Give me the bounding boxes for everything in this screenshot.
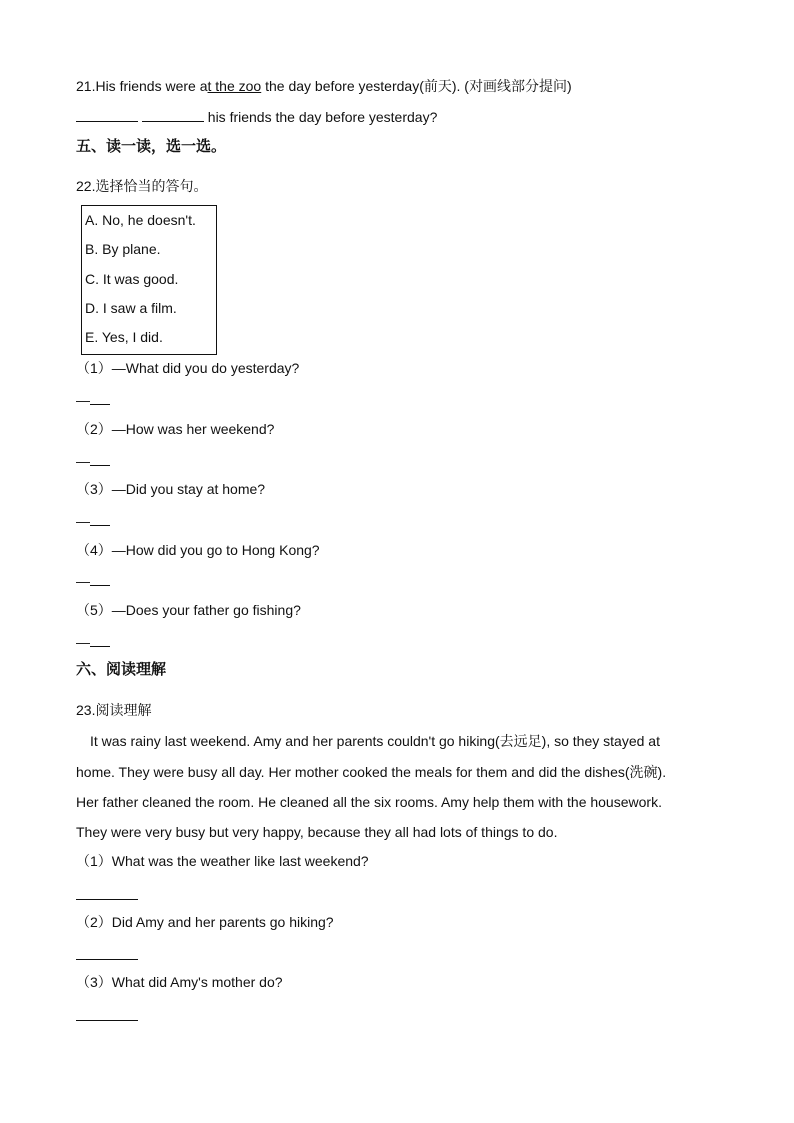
passage-line-1: It was rainy last weekend. Amy and her parents couldn't go hiking(去远足), so they stayed at (90, 733, 660, 749)
q22-question-5: （5）—Does your father go fishing? (76, 602, 301, 618)
answer-dash: — (76, 392, 90, 408)
q23-answer-1 (76, 886, 138, 903)
q21-question (76, 77, 572, 95)
answer-blank[interactable] (76, 946, 138, 960)
answer-dash: — (76, 453, 90, 469)
option-b: B. By plane. (85, 241, 161, 257)
q23-title: 23.阅读理解 (76, 702, 152, 718)
q21-answer-line (76, 108, 437, 126)
option-e: E. Yes, I did. (85, 329, 163, 345)
section5-heading: 五、读一读，选一选。 (76, 138, 227, 155)
q22-answer-2 (76, 452, 110, 470)
q22-question-2: （2）—How was her weekend? (76, 421, 275, 437)
section6-heading: 六、阅读理解 (76, 661, 167, 678)
q21-underlined-part: t the zoo (207, 78, 262, 94)
q22-question-4: （4）—How did you go to Hong Kong? (76, 542, 320, 558)
passage-line-2: home. They were busy all day. Her mother cooked the meals for them and did the dishes(洗碗). (76, 764, 667, 780)
q23-answer-2 (76, 946, 138, 963)
option-d: D. I saw a film. (85, 300, 177, 316)
q21-answer-suffix: his friends the day before yesterday? (203, 109, 438, 125)
answer-blank[interactable] (76, 886, 138, 900)
answer-blank[interactable] (90, 391, 110, 405)
answer-blank[interactable] (76, 1007, 138, 1021)
q21-blank-2[interactable] (142, 108, 204, 122)
q23-question-3: （3）What did Amy's mother do? (76, 974, 283, 990)
q21-blank-1[interactable] (76, 108, 138, 122)
q22-question-3: （3）—Did you stay at home? (76, 481, 266, 497)
passage-line-4: They were very busy but very happy, because they all had lots of things to do. (76, 824, 558, 840)
q21-prefix: 21.His friends were a (76, 78, 208, 94)
answer-dash: — (76, 513, 90, 529)
answer-blank[interactable] (90, 633, 110, 647)
q22-title: 22.选择恰当的答句。 (76, 178, 208, 194)
q23-answer-3 (76, 1007, 138, 1024)
answer-dash: — (76, 573, 90, 589)
option-c: C. It was good. (85, 271, 179, 287)
answer-dash: — (76, 634, 90, 650)
q21-suffix: the day before yesterday(前天). (对画线部分提问) (261, 78, 572, 94)
q22-question-1: （1）—What did you do yesterday? (76, 360, 300, 376)
q23-question-1: （1）What was the weather like last weekend? (76, 853, 369, 869)
answer-blank[interactable] (90, 572, 110, 586)
answer-blank[interactable] (90, 512, 110, 526)
option-a: A. No, he doesn't. (85, 212, 196, 228)
answer-blank[interactable] (90, 452, 110, 466)
passage-line-3: Her father cleaned the room. He cleaned all the six rooms. Amy help them with the housework. (76, 794, 662, 810)
q22-answer-4 (76, 572, 110, 590)
q22-answer-1 (76, 391, 110, 409)
q22-answer-5 (76, 633, 110, 651)
q22-options-box (81, 205, 217, 355)
q23-question-2: （2）Did Amy and her parents go hiking? (76, 914, 334, 930)
q22-answer-3 (76, 512, 110, 530)
